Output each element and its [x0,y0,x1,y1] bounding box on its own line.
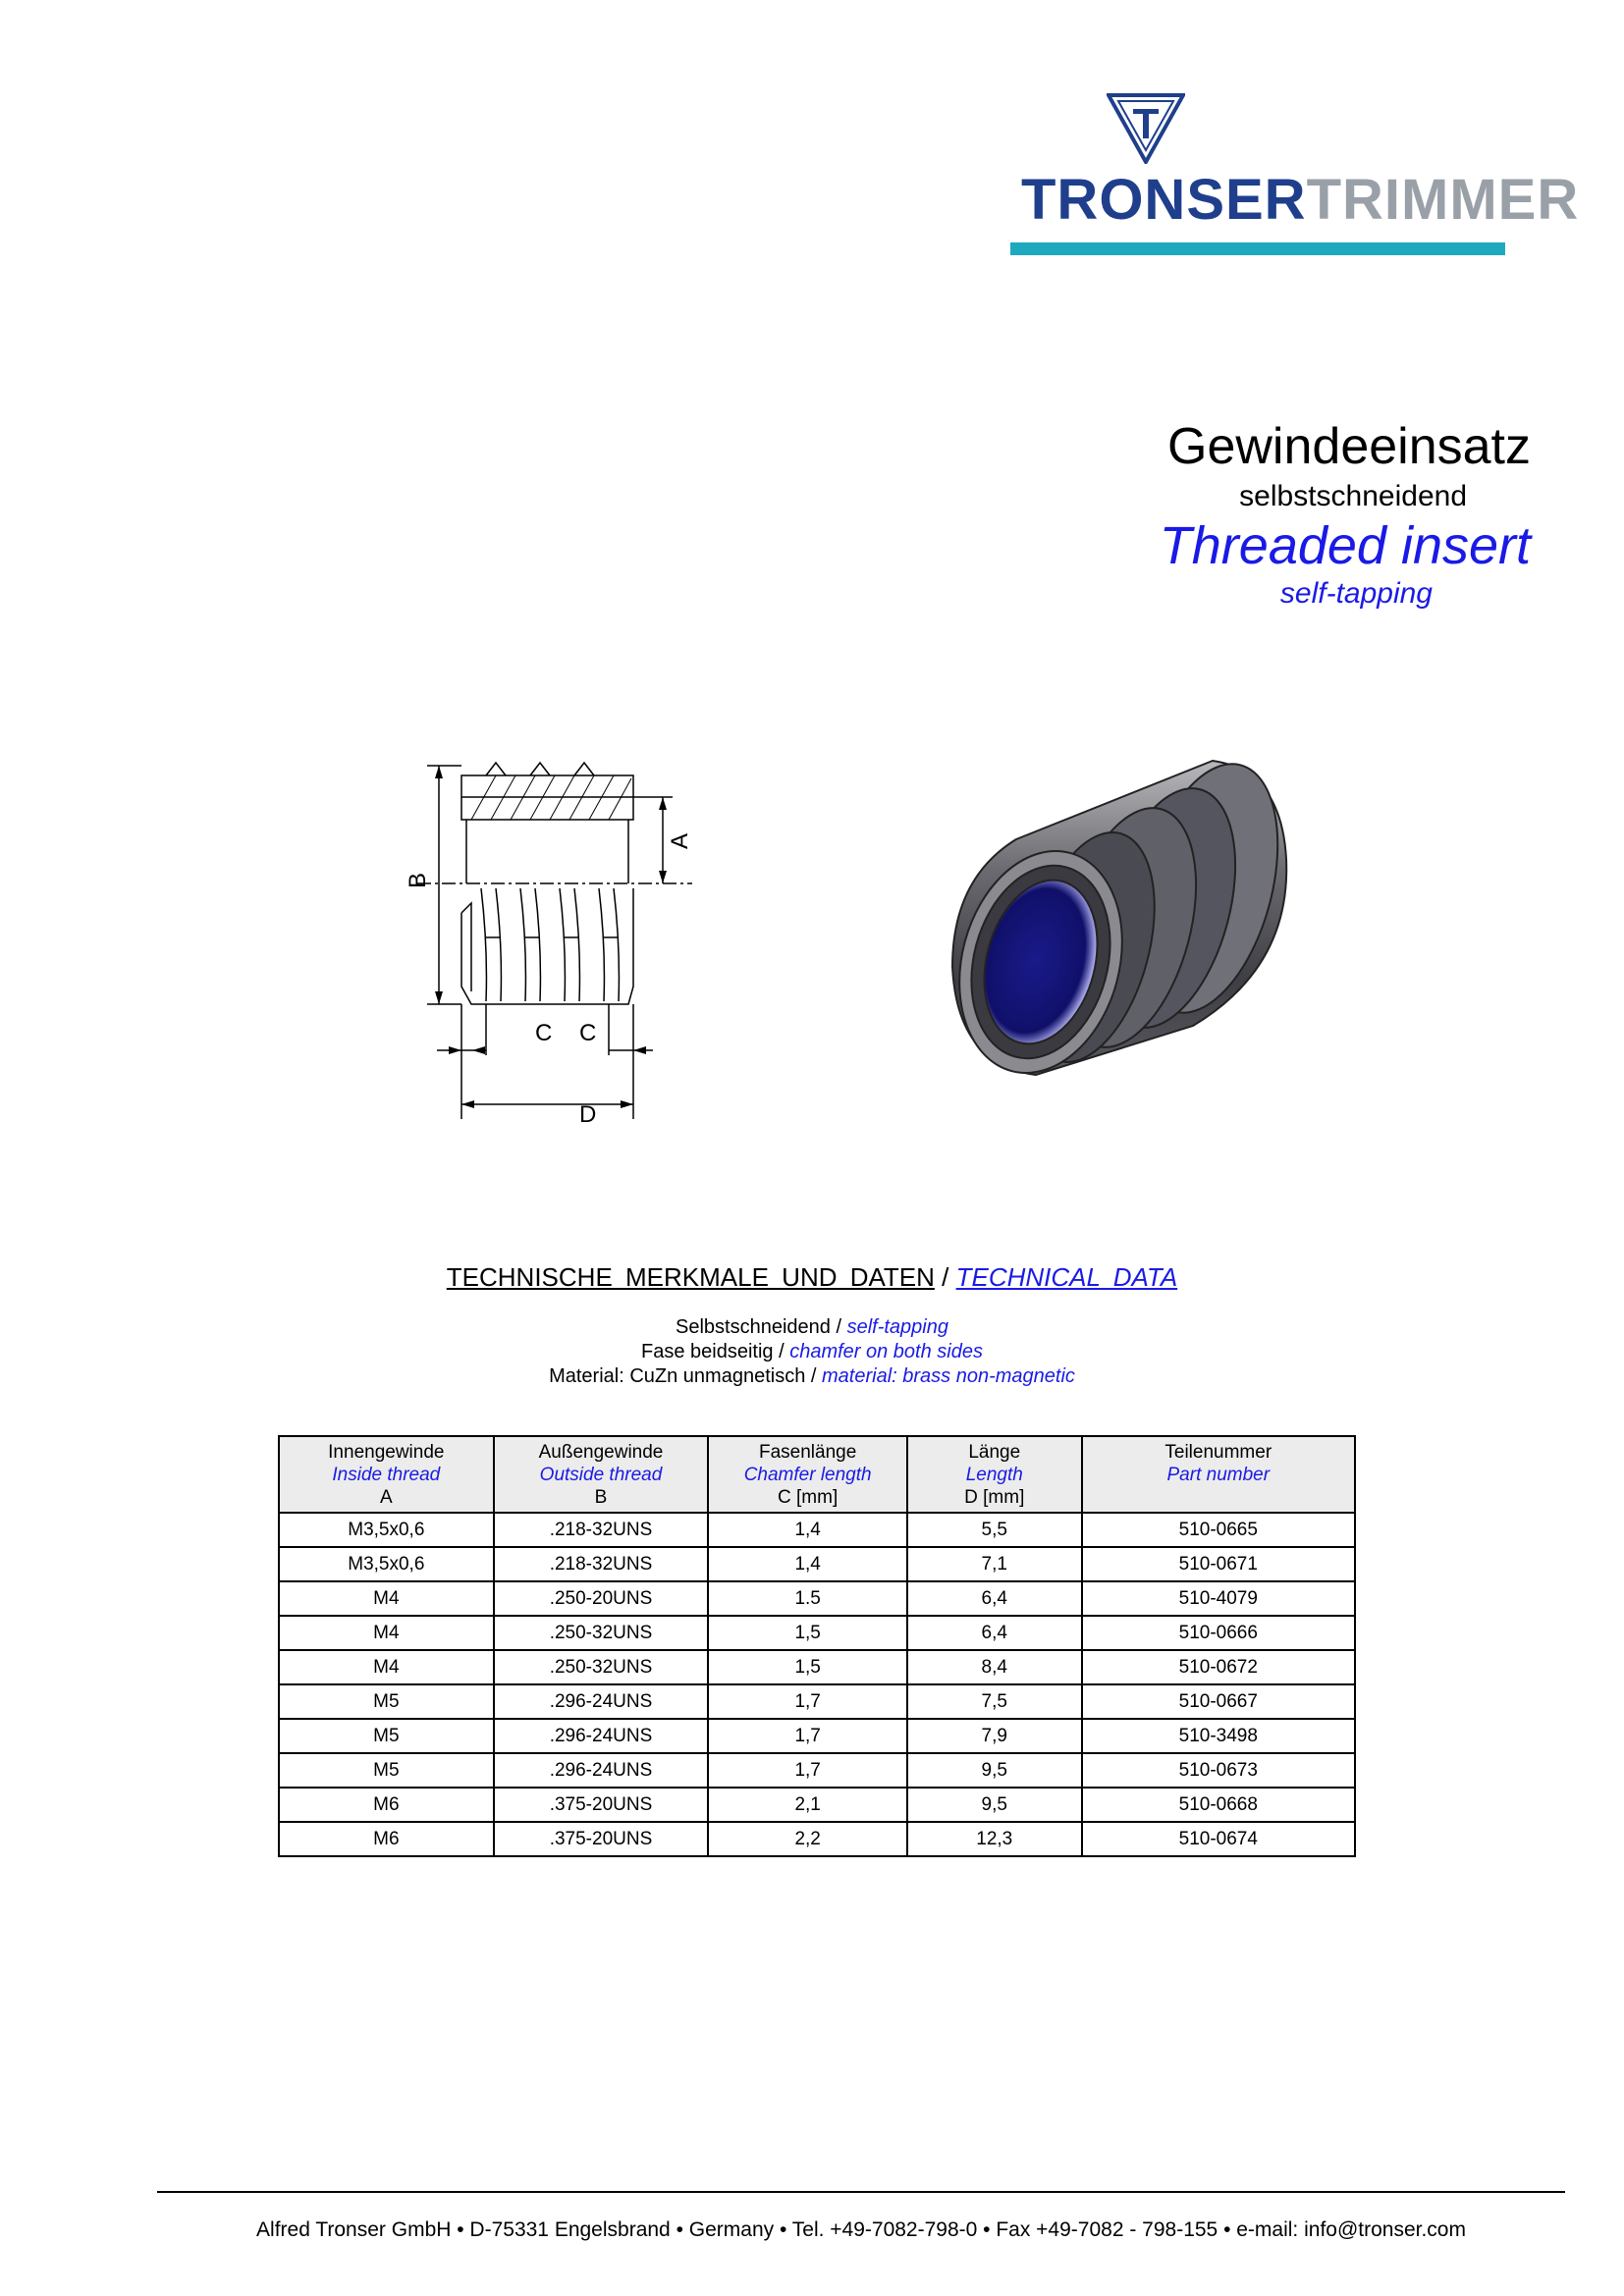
feature-item: Fase beidseitig / chamfer on both sides [641,1341,983,1362]
table-cell: 1,4 [708,1547,907,1581]
table-cell: 7,5 [907,1684,1082,1719]
table-cell: 510-0674 [1082,1822,1355,1856]
header-inside-thread: Innengewinde Inside thread A [279,1436,494,1513]
section-heading [0,1262,1624,1293]
label-b: B [405,872,431,888]
table-cell: 9,5 [907,1753,1082,1788]
table-cell: 2,1 [708,1788,907,1822]
label-c-right: C [579,1020,597,1046]
table-cell: 510-4079 [1082,1581,1355,1616]
table-row [279,1753,1355,1788]
table-cell: 5,5 [907,1513,1082,1547]
table-cell: 1.5 [708,1581,907,1616]
table-cell: M5 [279,1719,494,1753]
technical-drawing [349,741,761,1153]
feature-item: Material: CuZn unmagnetisch / material: brass non-magnetic [549,1365,1075,1387]
table-cell: 510-0666 [1082,1616,1355,1650]
table-row [279,1616,1355,1650]
table-cell: 510-0673 [1082,1753,1355,1788]
table-cell: .375-20UNS [494,1822,709,1856]
table-row [279,1719,1355,1753]
title-german: Gewindeeinsatz [1167,418,1531,475]
table-cell: 1,7 [708,1719,907,1753]
table-cell: M5 [279,1684,494,1719]
section-heading-separator: / [942,1262,949,1292]
logo-part-2: TRIMMER [1306,168,1580,232]
table-row [279,1788,1355,1822]
table-cell: .250-32UNS [494,1650,709,1684]
table-cell: 1,5 [708,1650,907,1684]
table-row [279,1581,1355,1616]
table-cell: .296-24UNS [494,1753,709,1788]
table-row [279,1513,1355,1547]
table-cell: 2,2 [708,1822,907,1856]
table-cell: 510-0667 [1082,1684,1355,1719]
section-heading-english: TECHNICAL DATA [955,1262,1178,1292]
table-cell: M4 [279,1650,494,1684]
table-cell: .296-24UNS [494,1719,709,1753]
technical-data-table [278,1435,1356,1857]
table-row [279,1547,1355,1581]
subtitle-german: selbstschneidend [1239,480,1467,512]
label-a: A [667,832,693,849]
table-cell: 510-0665 [1082,1513,1355,1547]
footer-contact: Alfred Tronser GmbH • D-75331 Engelsbrand • Germany • Tel. +49-7082-798-0 • Fax +49-7082 - 798-155 • e-mail: info@tronser.com [256,2218,1466,2241]
header-outside-thread: Außengewinde Outside thread B [494,1436,709,1513]
table-cell: 510-0672 [1082,1650,1355,1684]
header-part-number: Teilenummer Part number [1082,1436,1355,1513]
table-cell: 6,4 [907,1581,1082,1616]
table-cell: 1,5 [708,1616,907,1650]
footer-divider [157,2191,1565,2193]
insert-3d-render [947,751,1321,1085]
logo-underline [1010,242,1505,255]
table-header-row [279,1436,1355,1513]
table-cell: M4 [279,1581,494,1616]
table-cell: 7,1 [907,1547,1082,1581]
table-cell: 1,7 [708,1753,907,1788]
label-d: D [579,1101,597,1128]
table-cell: 7,9 [907,1719,1082,1753]
table-cell: M6 [279,1788,494,1822]
table-cell: M3,5x0,6 [279,1513,494,1547]
table-row [279,1684,1355,1719]
table-cell: 1,4 [708,1513,907,1547]
table-cell: 9,5 [907,1788,1082,1822]
logo-part-1: TRONSER [1021,168,1307,232]
brand-logo [1021,167,1580,233]
table-row [279,1822,1355,1856]
subtitle-english: self-tapping [1279,577,1433,610]
table-cell: M4 [279,1616,494,1650]
table-cell: .218-32UNS [494,1513,709,1547]
table-cell: 1,7 [708,1684,907,1719]
table-cell: .250-20UNS [494,1581,709,1616]
table-cell: 6,4 [907,1616,1082,1650]
table-cell: 8,4 [907,1650,1082,1684]
table-row [279,1650,1355,1684]
feature-item: Selbstschneidend / self-tapping [676,1316,948,1338]
table-cell: 12,3 [907,1822,1082,1856]
feature-list [0,1315,1624,1389]
table-cell: M5 [279,1753,494,1788]
header-chamfer-length: Fasenlänge Chamfer length C [mm] [708,1436,907,1513]
table-cell: .218-32UNS [494,1547,709,1581]
table-cell: 510-0671 [1082,1547,1355,1581]
table-cell: .250-32UNS [494,1616,709,1650]
logo-triangle-icon [1107,93,1185,164]
table-cell: 510-3498 [1082,1719,1355,1753]
table-cell: 510-0668 [1082,1788,1355,1822]
table-cell: M3,5x0,6 [279,1547,494,1581]
table-cell: .296-24UNS [494,1684,709,1719]
header-length: Länge Length D [mm] [907,1436,1082,1513]
table-cell: .375-20UNS [494,1788,709,1822]
title-english: Threaded insert [1159,516,1531,575]
label-c-left: C [535,1020,553,1046]
table-cell: M6 [279,1822,494,1856]
section-heading-german: TECHNISCHE MERKMALE UND DATEN [446,1262,935,1292]
